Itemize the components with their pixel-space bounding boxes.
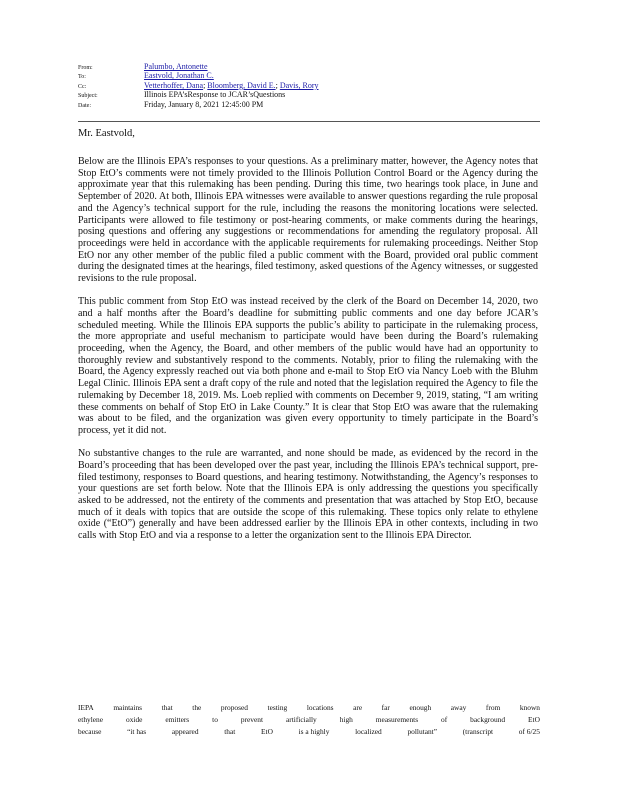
cc-row [78,81,540,90]
to-link[interactable]: Eastvold, Jonathan C. [144,71,214,81]
email-body [78,156,538,553]
word: measurements [375,715,419,724]
cc-link-davis[interactable]: Davis, Rory [279,80,319,90]
word: far [381,703,390,712]
email-header [78,62,540,109]
word: that [224,727,236,736]
subject-row [78,90,540,99]
word: testing [267,703,288,712]
word: known [519,703,540,712]
cc-link-bloomberg[interactable]: Bloomberg, David E. [207,80,276,90]
word: that [161,703,173,712]
word: are [353,703,363,712]
word: from [485,703,501,712]
word: locations [306,703,334,712]
word: proposed [220,703,248,712]
footer-line-1 [78,702,540,714]
word: high [339,715,353,724]
to-row [78,71,540,80]
salutation: Mr. Eastvold, [78,128,135,139]
word: oxide [126,715,143,724]
footer-line-2 [78,714,540,726]
from-label: From: [78,65,93,71]
cc-link-vetterhoffer[interactable]: Vetterhoffer, Dana [144,80,204,90]
paragraph-3: No substantive changes to the rule are warranted, and none should be made, as evidenced by the record in the Board’s proceeding that has been developed over the past year, including the Illinois EPA’s technical support, pre-filed testimony, responses to Board questions, and hearing testimony. Notwithstanding, the Agency’s responses to your questions are set forth below. Note that the Illinois EPA is only addressing the questions you specifically asked to be addressed, not the entirety of the comments and presentation that was attached by Stop EtO, because much of it deals with topics that are outside the scope of this rulemaking. These topics only relate to ethylene oxide (“EtO”) generally and have been addressed earlier by the Illinois EPA in other contexts, including in two calls with Stop EtO and via a response to a letter the organization sent to the Illinois EPA Director. [78,448,538,542]
word: localized [355,727,382,736]
subject-label: Subject: [78,93,98,100]
subject-value: Illinois EPA’sResponse to JCAR’sQuestions [144,90,286,100]
word: emitters [165,715,190,724]
word: of 6/25 [518,727,540,736]
from-row [78,62,540,71]
footer-line-3 [78,726,540,738]
cc-label: Cc: [78,83,87,90]
word: is a highly [298,727,330,736]
date-label: Date: [78,102,91,109]
word: appeared [171,727,199,736]
word: enough [409,703,432,712]
word: of [441,715,448,724]
word: the [192,703,202,712]
to-label: To: [78,74,86,81]
word: (transcript [462,727,494,736]
word: maintains [113,703,143,712]
date-value: Friday, January 8, 2021 12:45:00 PM [144,99,264,109]
cc-values: Vetterhoffer, Dana; Bloomberg, David E.; Davis, Rory [144,80,319,90]
header-divider [78,121,540,122]
footer-excerpt [78,702,540,738]
word: EtO [528,715,540,724]
word: away [450,703,467,712]
word: “it has [127,727,147,736]
word: ethylene [78,715,104,724]
date-row [78,100,540,109]
paragraph-2: This public comment from Stop EtO was instead received by the clerk of the Board on December 14, 2020, two and a half months after the Board’s deadline for submitting public comments and one day before JCAR’s scheduled meeting. While the Illinois EPA supports the public’s ability to participate in the rulemaking process, the more appropriate and useful mechanism to participate would have been during the Board’s rulemaking proceeding, when the Agency, the Board, and other members of the public would have had an opportunity to thoroughly review and substantively respond to the comments. Notably, prior to filing the rulemaking with the Board, the Agency expressly reached out via both phone and e-mail to Stop EtO via Nancy Loeb with the Bluhm Legal Clinic. Illinois EPA sent a draft copy of the rule and noted that the legislation required the Agency to file the rulemaking by December 18, 2019. Ms. Loeb replied with comments on December 9, 2019, stating, “I am writing these comments on behalf of Stop EtO in Lake County.” It is clear that Stop EtO was aware that the rulemaking was about to be filed, and the organization was given every opportunity to timely participate in the Board’s process, yet it did not. [78,296,538,436]
paragraph-1: Below are the Illinois EPA’s responses to your questions. As a preliminary matter, however, the Agency notes that Stop EtO’s comments were not timely provided to the Illinois Pollution Control Board or the Agency during the approximate year that this rulemaking has been pending. During this time, two hearings took place, in June and September of 2020. At both, Illinois EPA witnesses were available to answer questions regarding the rule proposal and the Agency’s technical support for the rule, including the reasons the monitoring locations were selected. Participants were allowed to file testimony or post-hearing comments, or make comments during the hearings, posing questions and offering any suggestions or recommendations for amending the regulatory proposal. All proceedings were held in accordance with the applicable requirements for rulemaking proceedings. Neither Stop EtO nor any other member of the public filed a public comment with the Board, provided oral public comment during the designated times at the hearings, filed testimony, asked questions of the Agency witnesses, or suggested revisions to the rule proposal. [78,156,538,285]
word: because [78,727,102,736]
word: background [470,715,506,724]
word: EtO [261,727,273,736]
word: to [212,715,218,724]
from-link[interactable]: Palumbo, Antonette [144,62,208,71]
word: prevent [240,715,264,724]
word: IEPA [78,703,94,712]
word: pollutant” [407,727,438,736]
word: artificially [285,715,317,724]
